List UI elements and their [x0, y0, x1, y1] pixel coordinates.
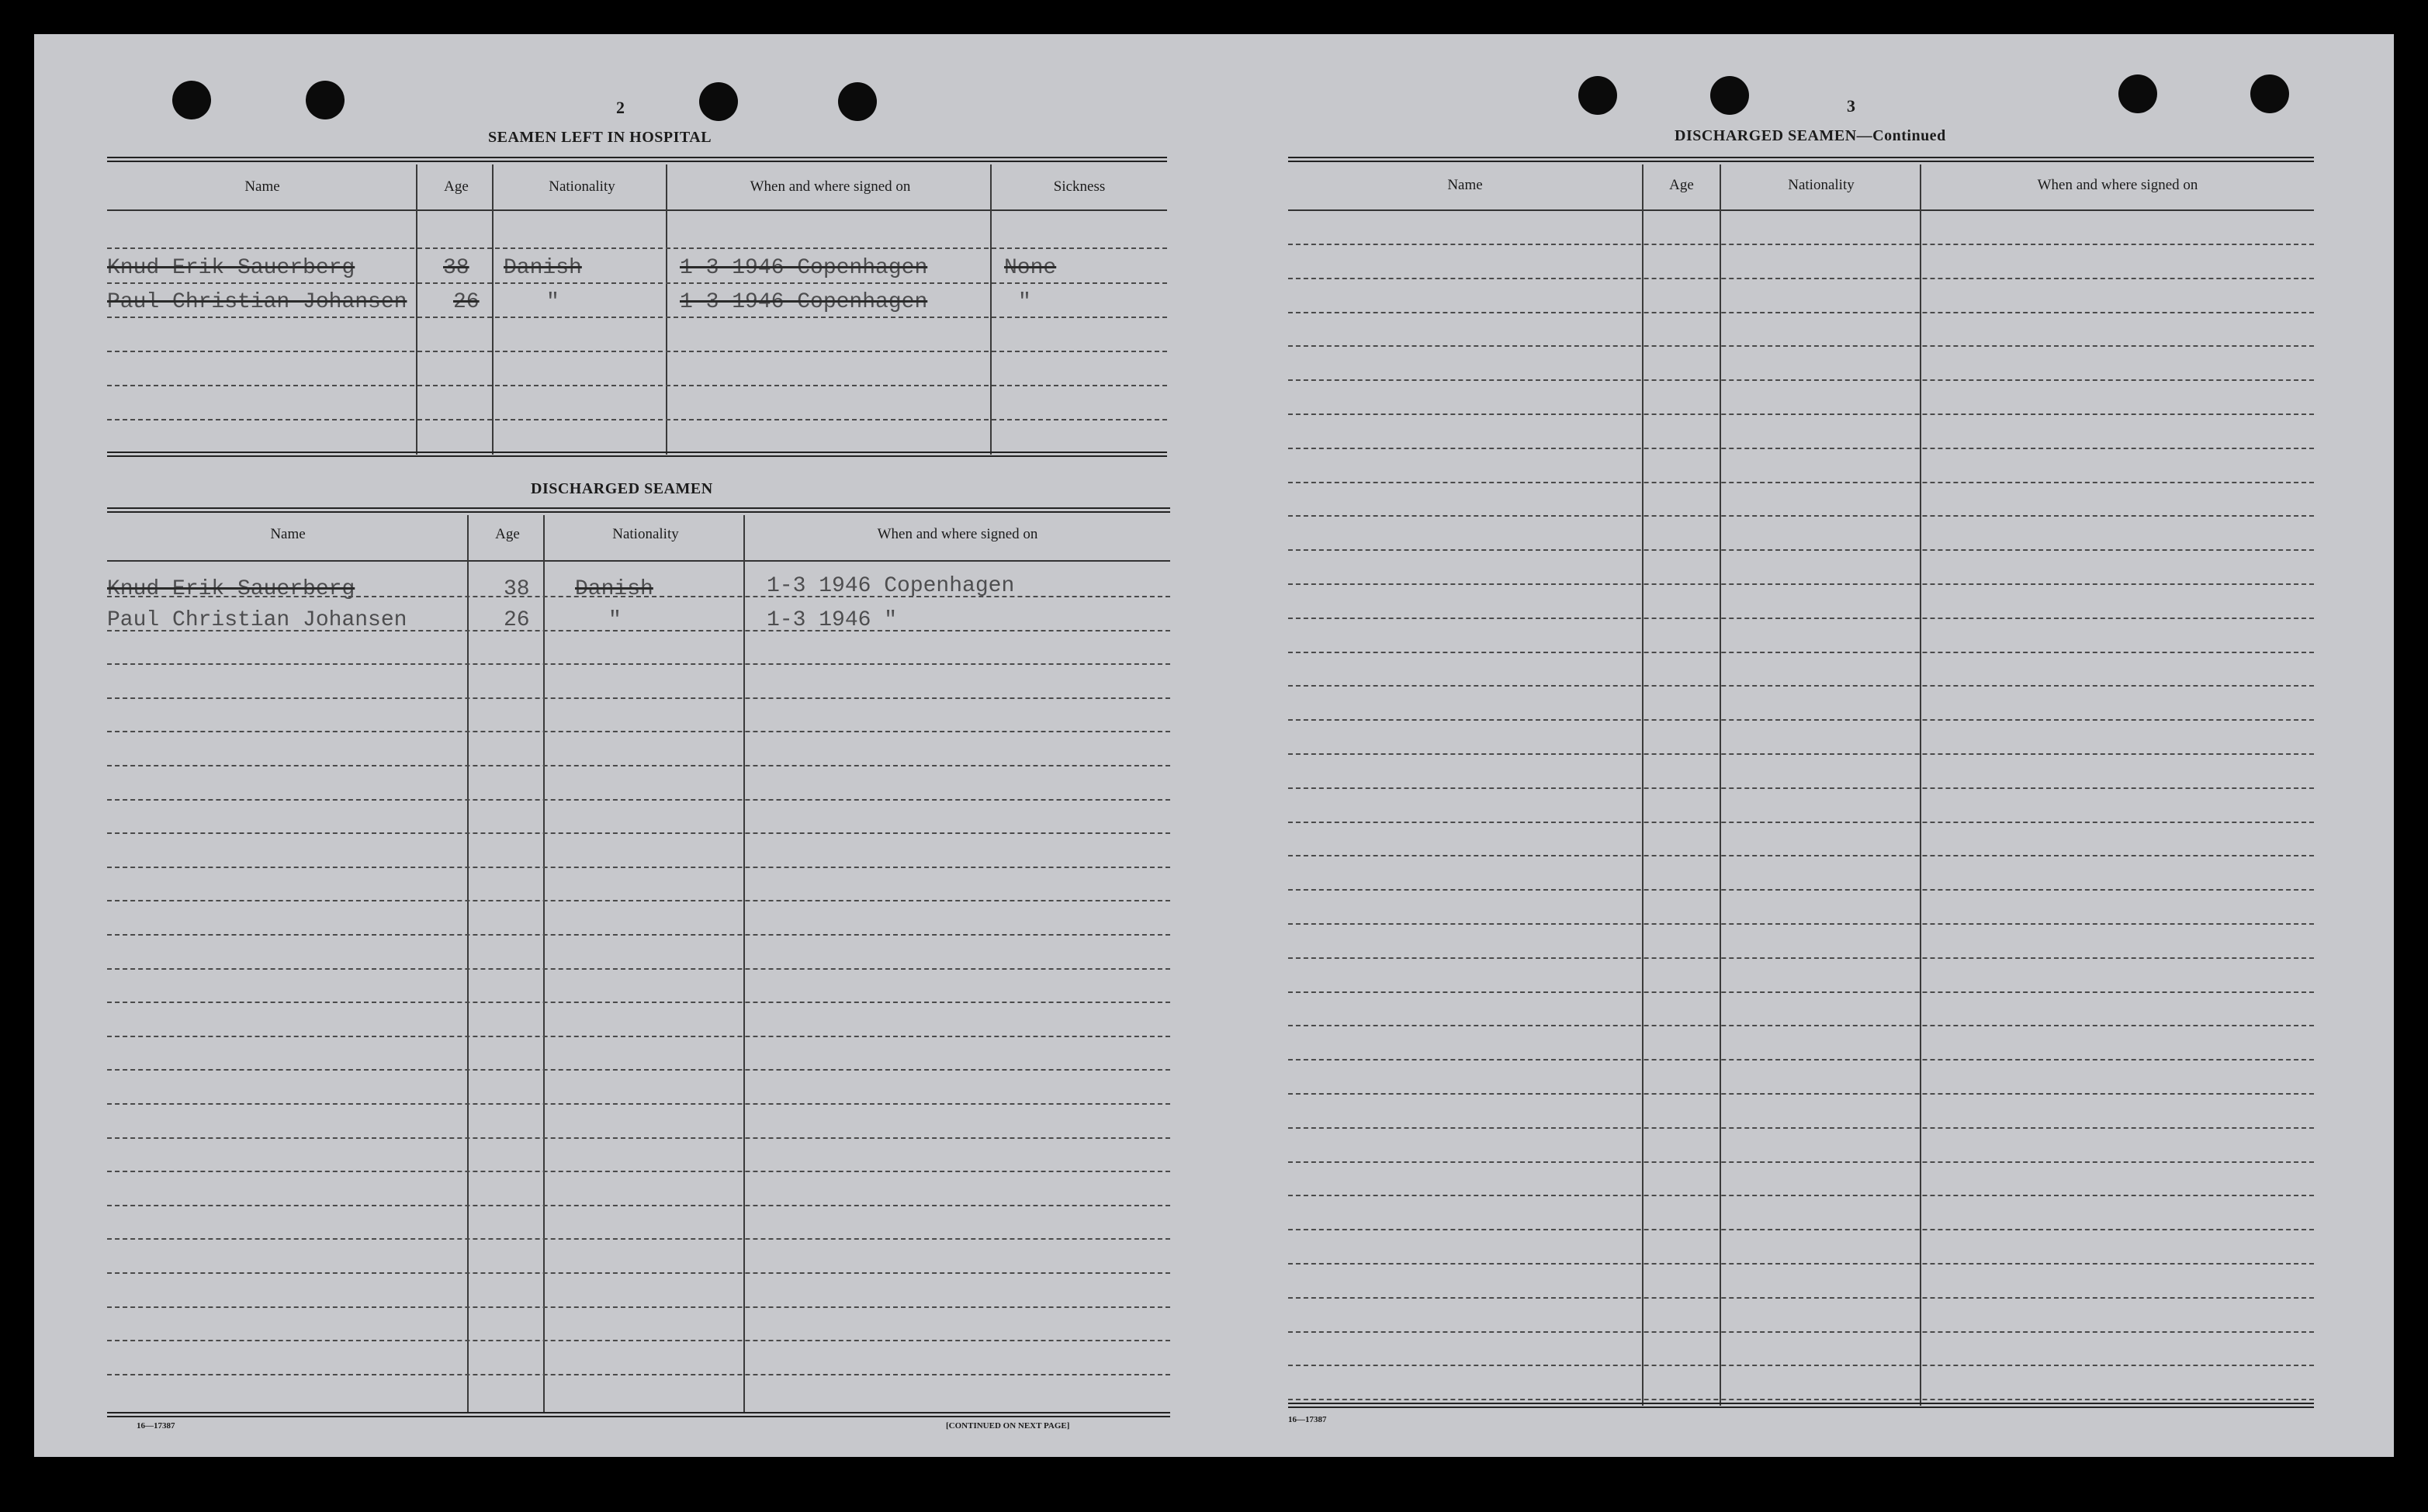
row-line — [1288, 1263, 2314, 1265]
row-line — [107, 282, 1167, 284]
header-age: Age — [495, 526, 520, 542]
row-line — [1288, 991, 2314, 993]
row-line — [107, 1137, 1170, 1139]
page-right — [1214, 34, 2394, 1457]
column-divider — [1720, 164, 1721, 1406]
column-divider — [416, 164, 417, 455]
header-signed-on: When and where signed on — [2037, 177, 2198, 193]
table-rule — [1288, 1403, 2314, 1408]
row-line — [107, 1036, 1170, 1037]
cell-age: 26 — [453, 290, 480, 314]
form-number: 16—17387 — [137, 1421, 175, 1431]
header-age: Age — [444, 178, 469, 195]
row-line — [107, 1103, 1170, 1105]
row-line — [1288, 1093, 2314, 1095]
row-line — [1288, 583, 2314, 585]
cell-nationality: " — [608, 608, 622, 632]
punch-hole — [1578, 76, 1617, 115]
punch-hole — [2118, 74, 2157, 113]
cell-age: 38 — [504, 577, 530, 601]
row-line — [1288, 244, 2314, 245]
row-line — [1288, 1331, 2314, 1333]
punch-hole — [699, 82, 738, 121]
row-line — [107, 419, 1167, 420]
punch-hole — [306, 81, 345, 119]
row-line — [107, 317, 1167, 318]
row-line — [1288, 753, 2314, 755]
row-line — [1288, 1399, 2314, 1400]
row-line — [1288, 685, 2314, 687]
cell-name: Paul Christian Johansen — [107, 608, 407, 632]
title-suffix: —Continued — [1856, 127, 1946, 144]
row-line — [107, 968, 1170, 970]
cell-signed-on: 1-3 1946 " — [767, 608, 898, 632]
row-line — [107, 1340, 1170, 1341]
row-line — [1288, 413, 2314, 415]
row-line — [107, 765, 1170, 766]
header-nationality: Nationality — [1788, 177, 1855, 193]
row-line — [107, 731, 1170, 732]
row-line — [107, 1069, 1170, 1071]
row-line — [1288, 1025, 2314, 1026]
header-name: Name — [1447, 177, 1483, 193]
cell-sickness: " — [1018, 290, 1031, 314]
row-line — [107, 1374, 1170, 1375]
row-line — [1288, 448, 2314, 449]
table-rule — [1288, 157, 2314, 162]
row-line — [107, 1272, 1170, 1274]
cell-name: Knud Erik Sauerberg — [107, 256, 355, 280]
cell-age: 38 — [443, 256, 469, 280]
row-line — [1288, 787, 2314, 789]
column-divider — [666, 164, 667, 455]
row-line — [1288, 379, 2314, 381]
column-divider — [467, 515, 469, 1413]
row-line — [1288, 923, 2314, 925]
row-line — [107, 799, 1170, 801]
row-line — [107, 867, 1170, 868]
punch-hole — [838, 82, 877, 121]
column-divider — [1642, 164, 1643, 1406]
row-line — [107, 1205, 1170, 1206]
header-age: Age — [1669, 177, 1694, 193]
cell-nationality: " — [546, 290, 559, 314]
cell-signed-on: 1-3 1946 Copenhagen — [680, 256, 928, 280]
header-name: Name — [244, 178, 280, 195]
column-divider — [990, 164, 992, 455]
row-line — [107, 934, 1170, 936]
row-line — [107, 663, 1170, 665]
row-line — [1288, 482, 2314, 483]
row-line — [107, 697, 1170, 699]
header-signed-on: When and where signed on — [750, 178, 911, 195]
row-line — [1288, 312, 2314, 313]
row-line — [1288, 515, 2314, 517]
page-left — [34, 34, 1214, 1457]
row-line — [1288, 957, 2314, 959]
row-line — [107, 1238, 1170, 1240]
title-main: DISCHARGED SEAMEN — [1675, 127, 1857, 144]
page-number: 3 — [1847, 96, 1855, 116]
hospital-section-title: SEAMEN LEFT IN HOSPITAL — [488, 129, 712, 146]
row-line — [1288, 549, 2314, 551]
page-number: 2 — [616, 98, 625, 117]
cell-name: Knud Erik Sauerberg — [107, 577, 355, 601]
cell-nationality: Danish — [504, 256, 582, 280]
row-line — [1288, 1127, 2314, 1129]
column-divider — [492, 164, 494, 455]
row-line — [1288, 855, 2314, 856]
continued-note: [CONTINUED ON NEXT PAGE] — [946, 1421, 1070, 1431]
row-line — [1288, 1229, 2314, 1230]
row-line — [1288, 1297, 2314, 1299]
header-rule — [107, 209, 1167, 211]
column-divider — [743, 515, 745, 1413]
row-line — [107, 1306, 1170, 1308]
discharged-section-title: DISCHARGED SEAMEN — [531, 480, 713, 497]
header-nationality: Nationality — [549, 178, 615, 195]
row-line — [1288, 889, 2314, 891]
row-line — [107, 832, 1170, 834]
table-rule — [107, 452, 1167, 457]
cell-nationality: Danish — [575, 577, 653, 601]
discharged-continued-title — [1675, 127, 1946, 145]
cell-signed-on: 1-3 1946 Copenhagen — [680, 290, 928, 314]
row-line — [1288, 1195, 2314, 1196]
ledger-sheet — [34, 34, 2394, 1457]
header-rule — [1288, 209, 2314, 211]
header-signed-on: When and where signed on — [877, 526, 1038, 542]
row-line — [1288, 822, 2314, 823]
header-rule — [107, 560, 1170, 562]
cell-sickness: None — [1004, 256, 1057, 280]
row-line — [1288, 1161, 2314, 1163]
column-divider — [543, 515, 545, 1413]
header-sickness: Sickness — [1053, 178, 1106, 195]
punch-hole — [1710, 76, 1749, 115]
row-line — [1288, 1059, 2314, 1060]
row-line — [107, 1171, 1170, 1172]
row-line — [107, 385, 1167, 386]
row-line — [107, 247, 1167, 249]
cell-signed-on: 1-3 1946 Copenhagen — [767, 574, 1015, 598]
row-line — [1288, 618, 2314, 619]
column-divider — [1920, 164, 1921, 1406]
header-nationality: Nationality — [612, 526, 679, 542]
table-rule — [107, 157, 1167, 162]
row-line — [1288, 719, 2314, 721]
row-line — [107, 1002, 1170, 1003]
form-number: 16—17387 — [1288, 1415, 1327, 1424]
row-line — [107, 900, 1170, 901]
punch-hole — [172, 81, 211, 119]
table-rule — [107, 1412, 1170, 1417]
row-line — [107, 351, 1167, 352]
cell-name: Paul Christian Johansen — [107, 290, 407, 314]
punch-hole — [2250, 74, 2289, 113]
row-line — [1288, 1365, 2314, 1366]
cell-age: 26 — [504, 608, 530, 632]
row-line — [1288, 345, 2314, 347]
table-rule — [107, 507, 1170, 513]
row-line — [1288, 652, 2314, 653]
row-line — [1288, 278, 2314, 279]
header-name: Name — [270, 526, 306, 542]
